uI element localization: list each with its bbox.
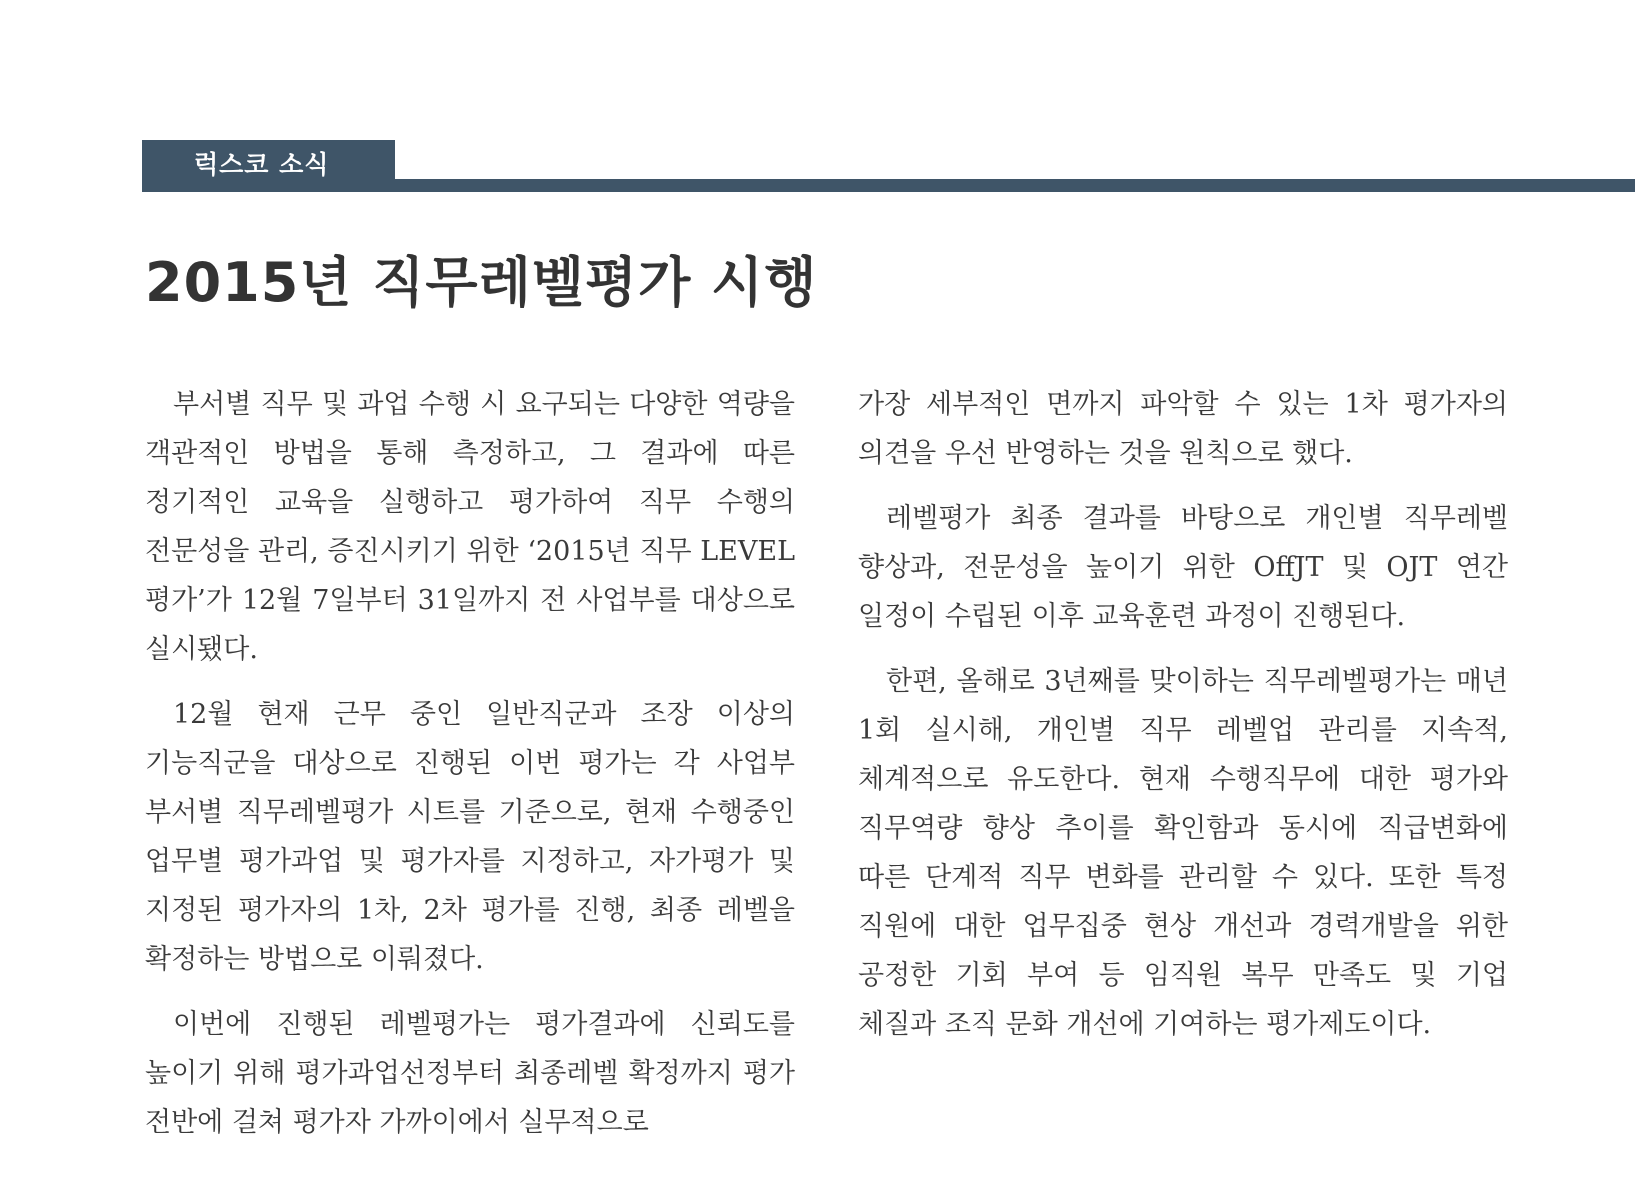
- paragraph: 이번에 진행된 레벨평가는 평가결과에 신뢰도를 높이기 위해 평가과업선정부터 최종레벨 확정까지 평가 전반에 걸쳐 평가자 가까이에서 실무적으로: [145, 1009, 795, 1138]
- paragraph: 레벨평가 최종 결과를 바탕으로 개인별 직무레벨 향상과, 전문성을 높이기 위한 OffJT 및 OJT 연간 일정이 수립된 이후 교육훈련 과정이 진행된다.: [858, 503, 1508, 632]
- section-divider: [395, 179, 1635, 192]
- section-header: [142, 140, 1635, 192]
- paragraph: 12월 현재 근무 중인 일반직군과 조장 이상의 기능직군을 대상으로 진행된 이번 평가는 각 사업부 부서별 직무레벨평가 시트를 기준으로, 현재 수행중인 업무별 평가과업 및 평가자를 지정하고, 자가평가 및 지정된 평가자의 1차, 2차 평가를 진행, 최종 레벨을 확정하는 방법으로 이뤄졌다.: [145, 699, 795, 975]
- article-title: 2015년 직무레벨평가 시행: [145, 251, 818, 314]
- paragraph: 한편, 올해로 3년째를 맞이하는 직무레벨평가는 매년 1회 실시해, 개인별 직무 레벨업 관리를 지속적, 체계적으로 유도한다. 현재 수행직무에 대한 평가와 직무역량 향상 추이를 확인함과 동시에 직급변화에 따른 단계적 직무 변화를 관리할 수 있다. 또한 특정 직원에 대한 업무집중 현상 개선과 경력개발을 위한 공정한 기회 부여 등 임직원 복무 만족도 및 기업 체질과 조직 문화 개선에 기여하는 평가제도이다.: [858, 666, 1508, 1040]
- paragraph: 가장 세부적인 면까지 파악할 수 있는 1차 평가자의 의견을 우선 반영하는 것을 원칙으로 했다.: [858, 389, 1508, 469]
- article-column-right: [858, 380, 1508, 1049]
- paragraph: 부서별 직무 및 과업 수행 시 요구되는 다양한 역량을 객관적인 방법을 통해 측정하고, 그 결과에 따른 정기적인 교육을 실행하고 평가하여 직무 수행의 전문성을 관리, 증진시키기 위한 ‘2015년 직무 LEVEL 평가’가 12월 7일부터 31일까지 전 사업부를 대상으로 실시됐다.: [145, 389, 795, 665]
- article-column-left: [145, 380, 795, 1147]
- section-label: 럭스코 소식: [142, 140, 395, 192]
